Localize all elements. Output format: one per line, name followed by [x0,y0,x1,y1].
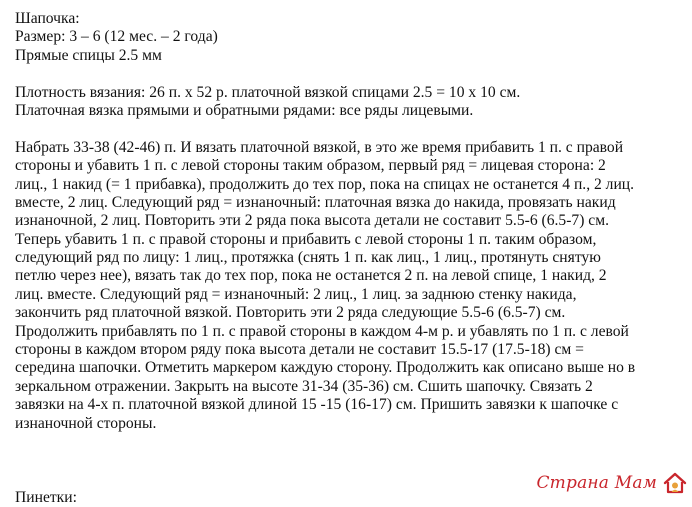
body-line: стороны и убавить 1 п. с левой стороны таким образом, первый ряд = лицевая сторона: 2 [15,157,606,175]
paragraph-gap [15,65,687,83]
paragraph-gap [15,120,687,138]
body-line: закончить ряд платочной вязкой. Повторить эти 2 ряда следующие 5.5-6 (6.5-7) см. [15,304,566,322]
body-line: завязки на 4-х п. платочной вязкой длиной 15 -15 (16-17) см. Пришить завязки к шапочке с [15,396,619,414]
body-line: Набрать 33-38 (42-46) п. И вязать платочной вязкой, в это же время прибавить 1 п. с правой [15,138,624,156]
watermark-text: Страна Мам [536,473,657,493]
size-line: Размер: 3 – 6 (12 мес. – 2 года) [15,28,218,46]
density-line: Плотность вязания: 26 п. х 52 р. платочной вязкой спицами 2.5 = 10 х 10 см. [15,83,521,101]
body-line: зеркальном отражении. Закрыть на высоте 31-34 (35-36) см. Сшить шапочку. Связать 2 [15,377,593,395]
next-section-title: Пинетки: [15,489,77,506]
body-line: Продолжить прибавлять по 1 п. с правой стороны в каждом 4-м р. и убавлять по 1 п. с левой [15,322,629,340]
body-line: вместе, 2 лиц. Следующий ряд = изнаночный: платочная вязка до накида, провязать накид [15,193,616,211]
needles-line: Прямые спицы 2.5 мм [15,46,162,64]
instructions-document [15,10,687,433]
house-logo-icon [662,470,688,496]
body-line: лиц., 1 накид (= 1 прибавка), продолжить до тех пор, пока на спицах не останется 4 п., 2 лиц. [15,175,635,193]
body-line: изнаночной, 2 лиц. Повторить эти 2 ряда пока высота детали не составит 5.5-6 (6.5-7) см. [15,212,609,230]
body-line: изнаночной стороны. [15,414,157,432]
body-line: петлю через нее), вязать так до тех пор, пока не останется 2 п. на левой спице, 1 накид, 2 [15,267,607,285]
body-line: стороны в каждом втором ряду пока высота детали не составит 15.5-17 (17.5-18) см = [15,341,584,359]
body-line: лиц. вместе. Следующий ряд = изнаночный: 2 лиц., 1 лиц. за заднюю стенку накида, [15,285,577,303]
watermark [536,470,688,496]
body-line: середина шапочки. Отметить маркером каждую сторону. Продолжить как описано выше но в [15,359,636,377]
stitch-description-line: Платочная вязка прямыми и обратными рядами: все ряды лицевыми. [15,101,474,119]
body-line: Теперь убавить 1 п. с правой стороны и прибавить с левой стороны 1 п. таким образом, [15,230,597,248]
section-title: Шапочка: [15,10,80,27]
body-line: следующий ряд по лицу: 1 лиц., протяжка (снять 1 п. как лиц., 1 лиц., протянуть снятую [15,249,601,267]
